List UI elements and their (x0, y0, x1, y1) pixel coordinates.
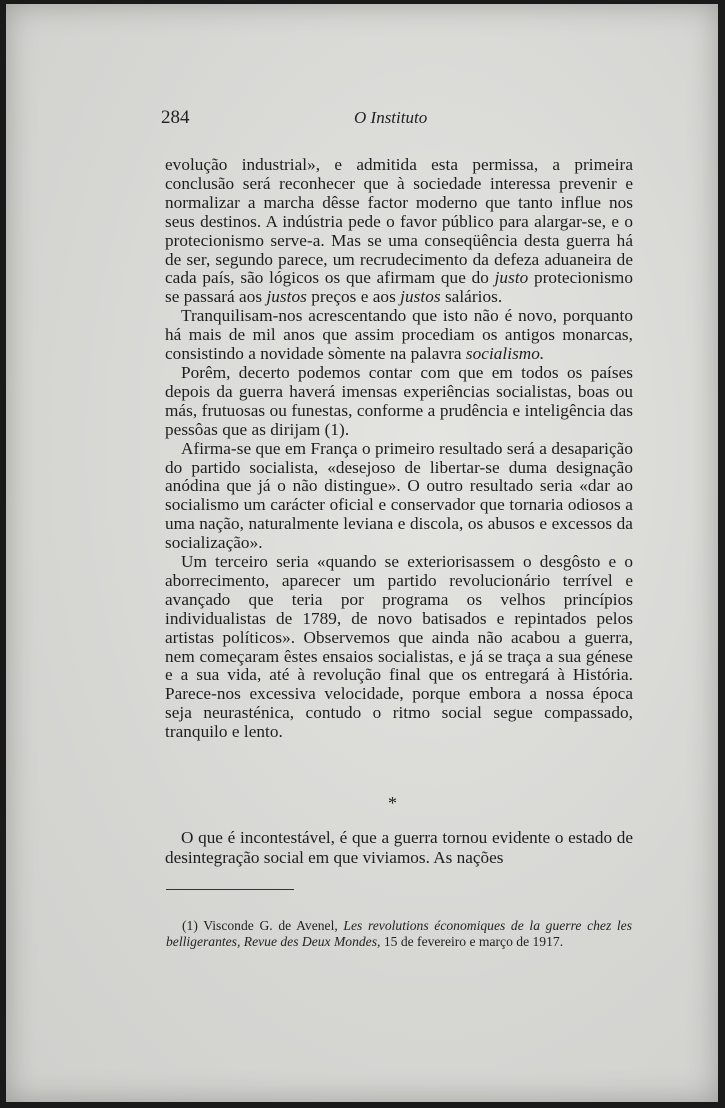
paragraph-6: O que é incontestável, é que a guerra tornou evidente o estado de desintegração social em que viviamos. As nações (165, 828, 633, 867)
closing-text (165, 828, 633, 868)
paragraph-4: Afirma-se que em França o primeiro resultado será a desaparição do partido socialista, «desejoso de libertar-se duma designação anódina que já o não distingue». O outro resultado seria «dar ao socialismo um carácter oficial e conservador que tornaria odiosos a uma nação, naturalmente leviana e discola, os abusos e excessos da socialização». (165, 438, 633, 553)
running-title: O Instituto (354, 108, 428, 127)
page-number: 284 (161, 107, 190, 128)
section-separator: * (388, 793, 397, 813)
paragraph-3: Porêm, decerto podemos contar com que em todos os países depois da guerra haverá imensas experiências socialistas, boas ou más, frutuosas ou funestas, conforme a prudência e inteligência das pessôas que as dirijam (1). (165, 362, 633, 439)
paragraph-2: Tranquilisam-nos acrescentando que isto não é novo, porquanto há mais de mil anos que assim procediam os antigos monarcas, consistindo a novidade sòmente na palavra socialismo. (165, 306, 633, 364)
paragraph-5: Um terceiro seria «quando se exteriorisassem o desgôsto e o aborrecimento, aparecer um partido revolucionário terrível e avançado que teria por programa os velhos princípios individualistas de 1789, de novo batisados e repintados pelos artistas políticos». Observemos que ainda não acabou a guerra, nem começaram êstes ensaios socialistas, e já se traça a sua génese e a sua vida, até à revolução final que os entregará à História. Parece-nos excessiva velocidade, porque embora a nossa época seja neurasténica, contudo o ritmo social segue compassado, tranquilo e lento. (165, 552, 633, 742)
footnote-text: (1) Visconde G. de Avenel, Les revolutions économiques de la guerre chez les belligerantes, Revue des Deux Mondes, 15 de fevereiro e março de 1917. (166, 918, 632, 949)
paragraph-1: evolução industrial», e admitida esta permissa, a primeira conclusão será reconhecer que à sociedade interessa prevenir e normalizar a marcha dêsse factor moderno que tanto influe nos seus destinos. A indústria pede o favor público para alargar-se, e o protecionismo serve-a. Mas se uma conseqüência desta guerra há de ser, segundo parece, um recrudecimento da defeza aduaneira de cada país, são lógicos os que afirmam que do justo protecionismo se passará aos justos preços e aos justos salários. (165, 155, 633, 307)
footnote (166, 918, 632, 950)
footnote-rule (166, 889, 294, 890)
main-text (165, 156, 633, 742)
page-header (161, 107, 631, 131)
book-page (6, 4, 718, 1102)
